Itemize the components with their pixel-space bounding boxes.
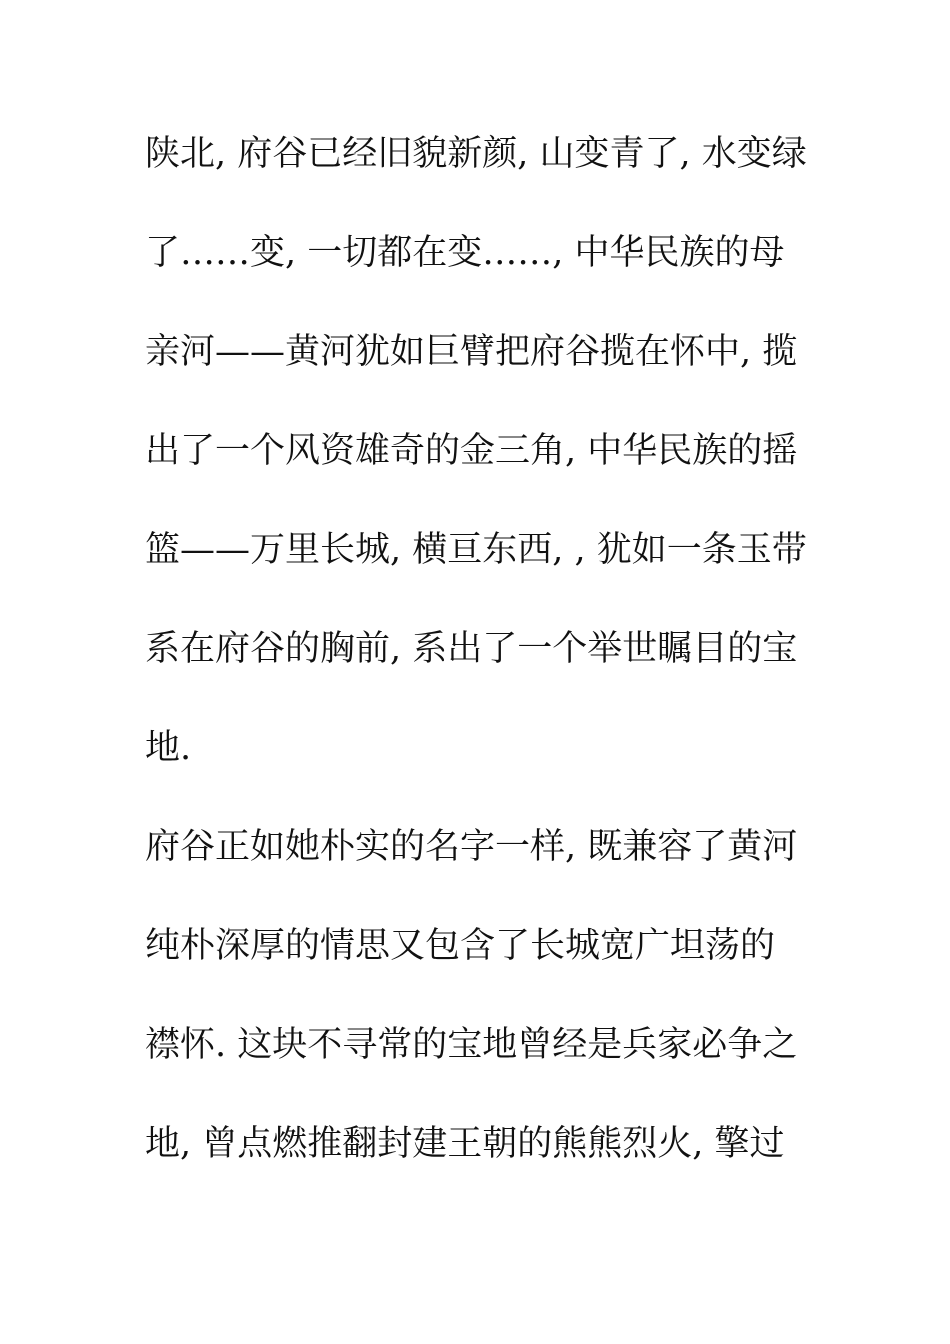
text-line: 了……变, 一切都在变……, 中华民族的母 [145,233,785,273]
body-text [145,126,805,1215]
text-line: 系在府谷的胸前, 系出了一个举世瞩目的宝 [145,629,798,669]
text-line: 纯朴深厚的情思又包含了长城宽广坦荡的 [145,926,776,966]
text-line: 襟怀. 这块不寻常的宝地曾经是兵家必争之 [145,1025,798,1065]
text-line: 出了一个风资雄奇的金三角, 中华民族的摇 [145,431,798,471]
text-line: 地. [145,728,192,768]
text-line: 地, 曾点燃推翻封建王朝的熊熊烈火, 擎过 [145,1124,785,1164]
text-line: 府谷正如她朴实的名字一样, 既兼容了黄河 [145,827,798,867]
text-line: 陕北, 府谷已经旧貌新颜, 山变青了, 水变绿 [145,134,807,174]
text-line: 篮——万里长城, 横亘东西, , 犹如一条玉带 [145,530,807,570]
text-line: 亲河——黄河犹如巨臂把府谷揽在怀中, 揽 [145,332,798,372]
